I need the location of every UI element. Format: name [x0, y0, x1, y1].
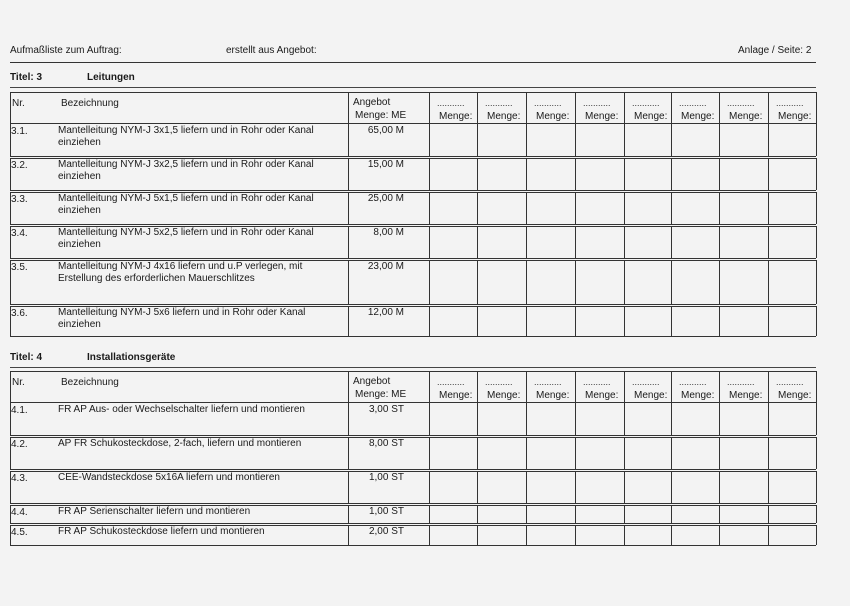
item-quantity: 23,00 M — [367, 261, 404, 272]
row-column-divider — [526, 306, 527, 336]
header-offer-label: erstellt aus Angebot: — [226, 45, 317, 56]
item-description: CEE-Wandsteckdose 5x16A liefern und montieren — [58, 472, 280, 483]
section-number: Titel: 4 — [10, 352, 43, 363]
row-column-divider — [575, 306, 576, 336]
row-column-divider — [477, 403, 478, 435]
row-bottom-rule — [10, 224, 816, 225]
item-number: 4.4. — [11, 507, 28, 518]
row-bottom-rule — [10, 469, 816, 470]
row-column-divider — [429, 226, 430, 258]
header-menge: Menge: — [585, 111, 619, 122]
row-column-divider — [624, 525, 625, 545]
header-column-divider — [526, 92, 527, 124]
item-description: FR AP Schukosteckdose liefern und montieren — [58, 526, 265, 537]
section-title — [10, 352, 176, 363]
header-left-border — [10, 371, 11, 403]
row-column-divider — [429, 403, 430, 435]
header-menge: Menge: — [536, 390, 570, 401]
row-column-divider — [477, 226, 478, 258]
header-menge-me: Menge: ME — [355, 389, 407, 400]
row-column-divider — [719, 124, 720, 156]
header-bezeichnung: Bezeichnung — [61, 377, 119, 388]
row-column-divider — [719, 505, 720, 523]
item-number: 3.1. — [11, 126, 28, 137]
row-column-divider — [719, 192, 720, 224]
row-column-divider — [429, 505, 430, 523]
row-column-divider — [624, 124, 625, 156]
item-quantity: 1,00 ST — [368, 506, 404, 517]
header-menge-placeholder: ........... — [776, 377, 804, 387]
header-column-divider — [477, 92, 478, 124]
row-column-divider — [671, 525, 672, 545]
row-bottom-rule — [10, 258, 816, 259]
header-menge: Menge: — [729, 390, 763, 401]
item-description: AP FR Schukosteckdose, 2-fach, liefern und montieren — [58, 438, 302, 449]
item-quantity: 65,00 M — [367, 125, 404, 136]
row-column-divider — [768, 124, 769, 156]
row-column-divider — [575, 158, 576, 190]
item-number: 3.4. — [11, 228, 28, 239]
row-column-divider — [575, 437, 576, 469]
header-menge-placeholder: ........... — [437, 377, 465, 387]
row-column-divider — [719, 471, 720, 503]
row-column-divider — [624, 403, 625, 435]
row-column-divider — [526, 158, 527, 190]
row-column-divider — [575, 192, 576, 224]
row-column-divider — [816, 525, 817, 545]
row-column-divider — [429, 192, 430, 224]
row-column-divider — [575, 124, 576, 156]
header-column-divider — [719, 92, 720, 124]
row-column-divider — [526, 403, 527, 435]
row-column-divider — [768, 403, 769, 435]
header-divider-angebot — [348, 92, 349, 124]
section-name: Leitungen — [87, 72, 135, 83]
row-column-divider — [719, 437, 720, 469]
row-column-divider — [768, 471, 769, 503]
row-column-divider — [477, 192, 478, 224]
row-column-divider — [575, 471, 576, 503]
row-bottom-rule — [10, 503, 816, 504]
header-menge: Menge: — [487, 111, 521, 122]
row-column-divider — [477, 158, 478, 190]
header-menge-placeholder: ........... — [679, 98, 707, 108]
row-column-divider — [671, 226, 672, 258]
item-description: FR AP Serienschalter liefern und montieren — [58, 506, 251, 517]
row-column-divider — [624, 192, 625, 224]
row-column-divider — [526, 124, 527, 156]
header-column-divider — [526, 371, 527, 403]
row-column-divider — [477, 260, 478, 304]
row-column-divider — [624, 505, 625, 523]
row-column-divider — [575, 226, 576, 258]
header-left-border — [10, 92, 11, 124]
header-column-divider — [429, 92, 430, 124]
row-column-divider — [816, 158, 817, 190]
row-column-divider — [526, 471, 527, 503]
row-bottom-rule — [10, 304, 816, 305]
row-column-divider — [526, 525, 527, 545]
header-divider — [10, 62, 816, 63]
row-column-divider — [671, 260, 672, 304]
row-column-divider — [816, 124, 817, 156]
item-number: 4.1. — [11, 405, 28, 416]
row-bottom-rule — [10, 435, 816, 436]
row-column-divider — [816, 437, 817, 469]
row-column-divider — [477, 525, 478, 545]
row-column-divider — [624, 226, 625, 258]
row-bottom-rule — [10, 190, 816, 191]
header-menge-placeholder: ........... — [583, 98, 611, 108]
section-title-rule — [10, 87, 816, 88]
item-quantity: 8,00 ST — [368, 438, 404, 449]
row-column-divider — [719, 525, 720, 545]
header-menge-placeholder: ........... — [727, 98, 755, 108]
header-angebot: Angebot — [353, 376, 391, 387]
row-column-divider — [526, 260, 527, 304]
header-menge: Menge: — [585, 390, 619, 401]
row-column-divider — [768, 525, 769, 545]
header-column-divider — [575, 371, 576, 403]
row-column-divider — [575, 403, 576, 435]
row-column-divider — [671, 124, 672, 156]
row-column-divider — [624, 437, 625, 469]
row-column-divider — [719, 158, 720, 190]
row-column-divider — [719, 260, 720, 304]
row-column-divider — [816, 192, 817, 224]
header-column-divider — [671, 371, 672, 403]
header-bezeichnung: Bezeichnung — [61, 98, 119, 109]
header-menge: Menge: — [634, 390, 668, 401]
header-column-divider — [816, 92, 817, 124]
item-number: 4.2. — [11, 439, 28, 450]
row-column-divider — [671, 437, 672, 469]
row-column-divider — [429, 306, 430, 336]
row-column-divider — [526, 192, 527, 224]
row-column-divider — [624, 260, 625, 304]
item-description: Mantelleitung NYM-J 5x6 liefern und in Rohr oder Kanal einziehen — [58, 307, 306, 330]
header-menge-placeholder: ........... — [485, 377, 513, 387]
row-column-divider — [671, 471, 672, 503]
row-column-divider — [575, 525, 576, 545]
item-number: 4.5. — [11, 527, 28, 538]
header-menge-placeholder: ........... — [679, 377, 707, 387]
header-column-divider — [671, 92, 672, 124]
header-column-divider — [768, 371, 769, 403]
item-number: 3.3. — [11, 194, 28, 205]
row-column-divider — [816, 471, 817, 503]
row-column-divider — [719, 226, 720, 258]
header-menge: Menge: — [634, 111, 668, 122]
row-column-divider — [477, 471, 478, 503]
row-column-divider — [816, 505, 817, 523]
row-column-divider — [624, 158, 625, 190]
header-menge-placeholder: ........... — [776, 98, 804, 108]
header-menge-placeholder: ........... — [727, 377, 755, 387]
row-column-divider — [429, 471, 430, 503]
row-column-divider — [477, 306, 478, 336]
header-column-divider — [624, 92, 625, 124]
row-bottom-rule — [10, 156, 816, 157]
item-quantity: 15,00 M — [367, 159, 404, 170]
row-column-divider — [624, 306, 625, 336]
row-column-divider — [671, 505, 672, 523]
header-menge-placeholder: ........... — [632, 377, 660, 387]
row-bottom-rule — [10, 336, 816, 337]
row-column-divider — [768, 260, 769, 304]
row-column-divider — [719, 306, 720, 336]
header-menge: Menge: — [778, 111, 812, 122]
header-page-label: Anlage / Seite: 2 — [738, 45, 812, 56]
row-column-divider — [768, 158, 769, 190]
row-column-divider — [816, 403, 817, 435]
row-bottom-rule — [10, 545, 816, 546]
header-menge: Menge: — [681, 111, 715, 122]
header-column-divider — [575, 92, 576, 124]
item-description: FR AP Aus- oder Wechselschalter liefern und montieren — [58, 404, 305, 415]
section-name: Installationsgeräte — [87, 352, 176, 363]
header-menge: Menge: — [439, 390, 473, 401]
header-menge-placeholder: ........... — [437, 98, 465, 108]
row-column-divider — [429, 437, 430, 469]
row-column-divider — [429, 124, 430, 156]
row-column-divider — [671, 306, 672, 336]
item-number: 3.2. — [11, 160, 28, 171]
row-column-divider — [526, 226, 527, 258]
header-menge-placeholder: ........... — [632, 98, 660, 108]
header-menge: Menge: — [439, 111, 473, 122]
row-column-divider — [429, 260, 430, 304]
row-column-divider — [719, 403, 720, 435]
header-nr: Nr. — [12, 377, 25, 388]
header-nr: Nr. — [12, 98, 25, 109]
header-angebot: Angebot — [353, 97, 391, 108]
item-description: Mantelleitung NYM-J 5x2,5 liefern und in Rohr oder Kanal einziehen — [58, 227, 314, 250]
header-menge: Menge: — [487, 390, 521, 401]
item-quantity: 8,00 M — [373, 227, 404, 238]
item-quantity: 12,00 M — [367, 307, 404, 318]
item-description: Mantelleitung NYM-J 3x1,5 liefern und in Rohr oder Kanal einziehen — [58, 125, 314, 148]
row-column-divider — [624, 471, 625, 503]
item-description: Mantelleitung NYM-J 5x1,5 liefern und in Rohr oder Kanal einziehen — [58, 193, 314, 216]
row-column-divider — [671, 403, 672, 435]
header-menge: Menge: — [536, 111, 570, 122]
item-quantity: 3,00 ST — [368, 404, 404, 415]
item-description: Mantelleitung NYM-J 4x16 liefern und u.P verlegen, mit Erstellung des erforderlichen Mauerschlitzes — [58, 261, 303, 284]
row-bottom-rule — [10, 523, 816, 524]
header-menge-placeholder: ........... — [534, 377, 562, 387]
header-menge-placeholder: ........... — [583, 377, 611, 387]
row-column-divider — [816, 260, 817, 304]
header-menge: Menge: — [681, 390, 715, 401]
header-menge-placeholder: ........... — [485, 98, 513, 108]
row-column-divider — [575, 505, 576, 523]
row-column-divider — [477, 437, 478, 469]
header-column-divider — [768, 92, 769, 124]
row-column-divider — [768, 226, 769, 258]
item-quantity: 25,00 M — [367, 193, 404, 204]
header-menge: Menge: — [729, 111, 763, 122]
row-column-divider — [477, 505, 478, 523]
section-title-rule — [10, 367, 816, 368]
row-column-divider — [575, 260, 576, 304]
row-column-divider — [526, 437, 527, 469]
row-column-divider — [429, 525, 430, 545]
row-column-divider — [768, 437, 769, 469]
row-column-divider — [768, 505, 769, 523]
header-menge-placeholder: ........... — [534, 98, 562, 108]
item-number: 3.5. — [11, 262, 28, 273]
row-column-divider — [768, 306, 769, 336]
section-title — [10, 72, 135, 83]
header-menge-me: Menge: ME — [355, 110, 407, 121]
header-column-divider — [429, 371, 430, 403]
header-divider-angebot — [348, 371, 349, 403]
header-menge: Menge: — [778, 390, 812, 401]
item-description: Mantelleitung NYM-J 3x2,5 liefern und in Rohr oder Kanal einziehen — [58, 159, 314, 182]
item-quantity: 1,00 ST — [368, 472, 404, 483]
item-quantity: 2,00 ST — [368, 526, 404, 537]
section-number: Titel: 3 — [10, 72, 43, 83]
header-column-divider — [816, 371, 817, 403]
header-order-label: Aufmaßliste zum Auftrag: — [10, 45, 122, 56]
item-number: 4.3. — [11, 473, 28, 484]
row-column-divider — [768, 192, 769, 224]
header-column-divider — [477, 371, 478, 403]
header-column-divider — [624, 371, 625, 403]
row-column-divider — [526, 505, 527, 523]
row-column-divider — [816, 306, 817, 336]
row-column-divider — [671, 158, 672, 190]
row-column-divider — [477, 124, 478, 156]
row-column-divider — [671, 192, 672, 224]
row-column-divider — [816, 226, 817, 258]
item-number: 3.6. — [11, 308, 28, 319]
header-column-divider — [719, 371, 720, 403]
row-column-divider — [429, 158, 430, 190]
